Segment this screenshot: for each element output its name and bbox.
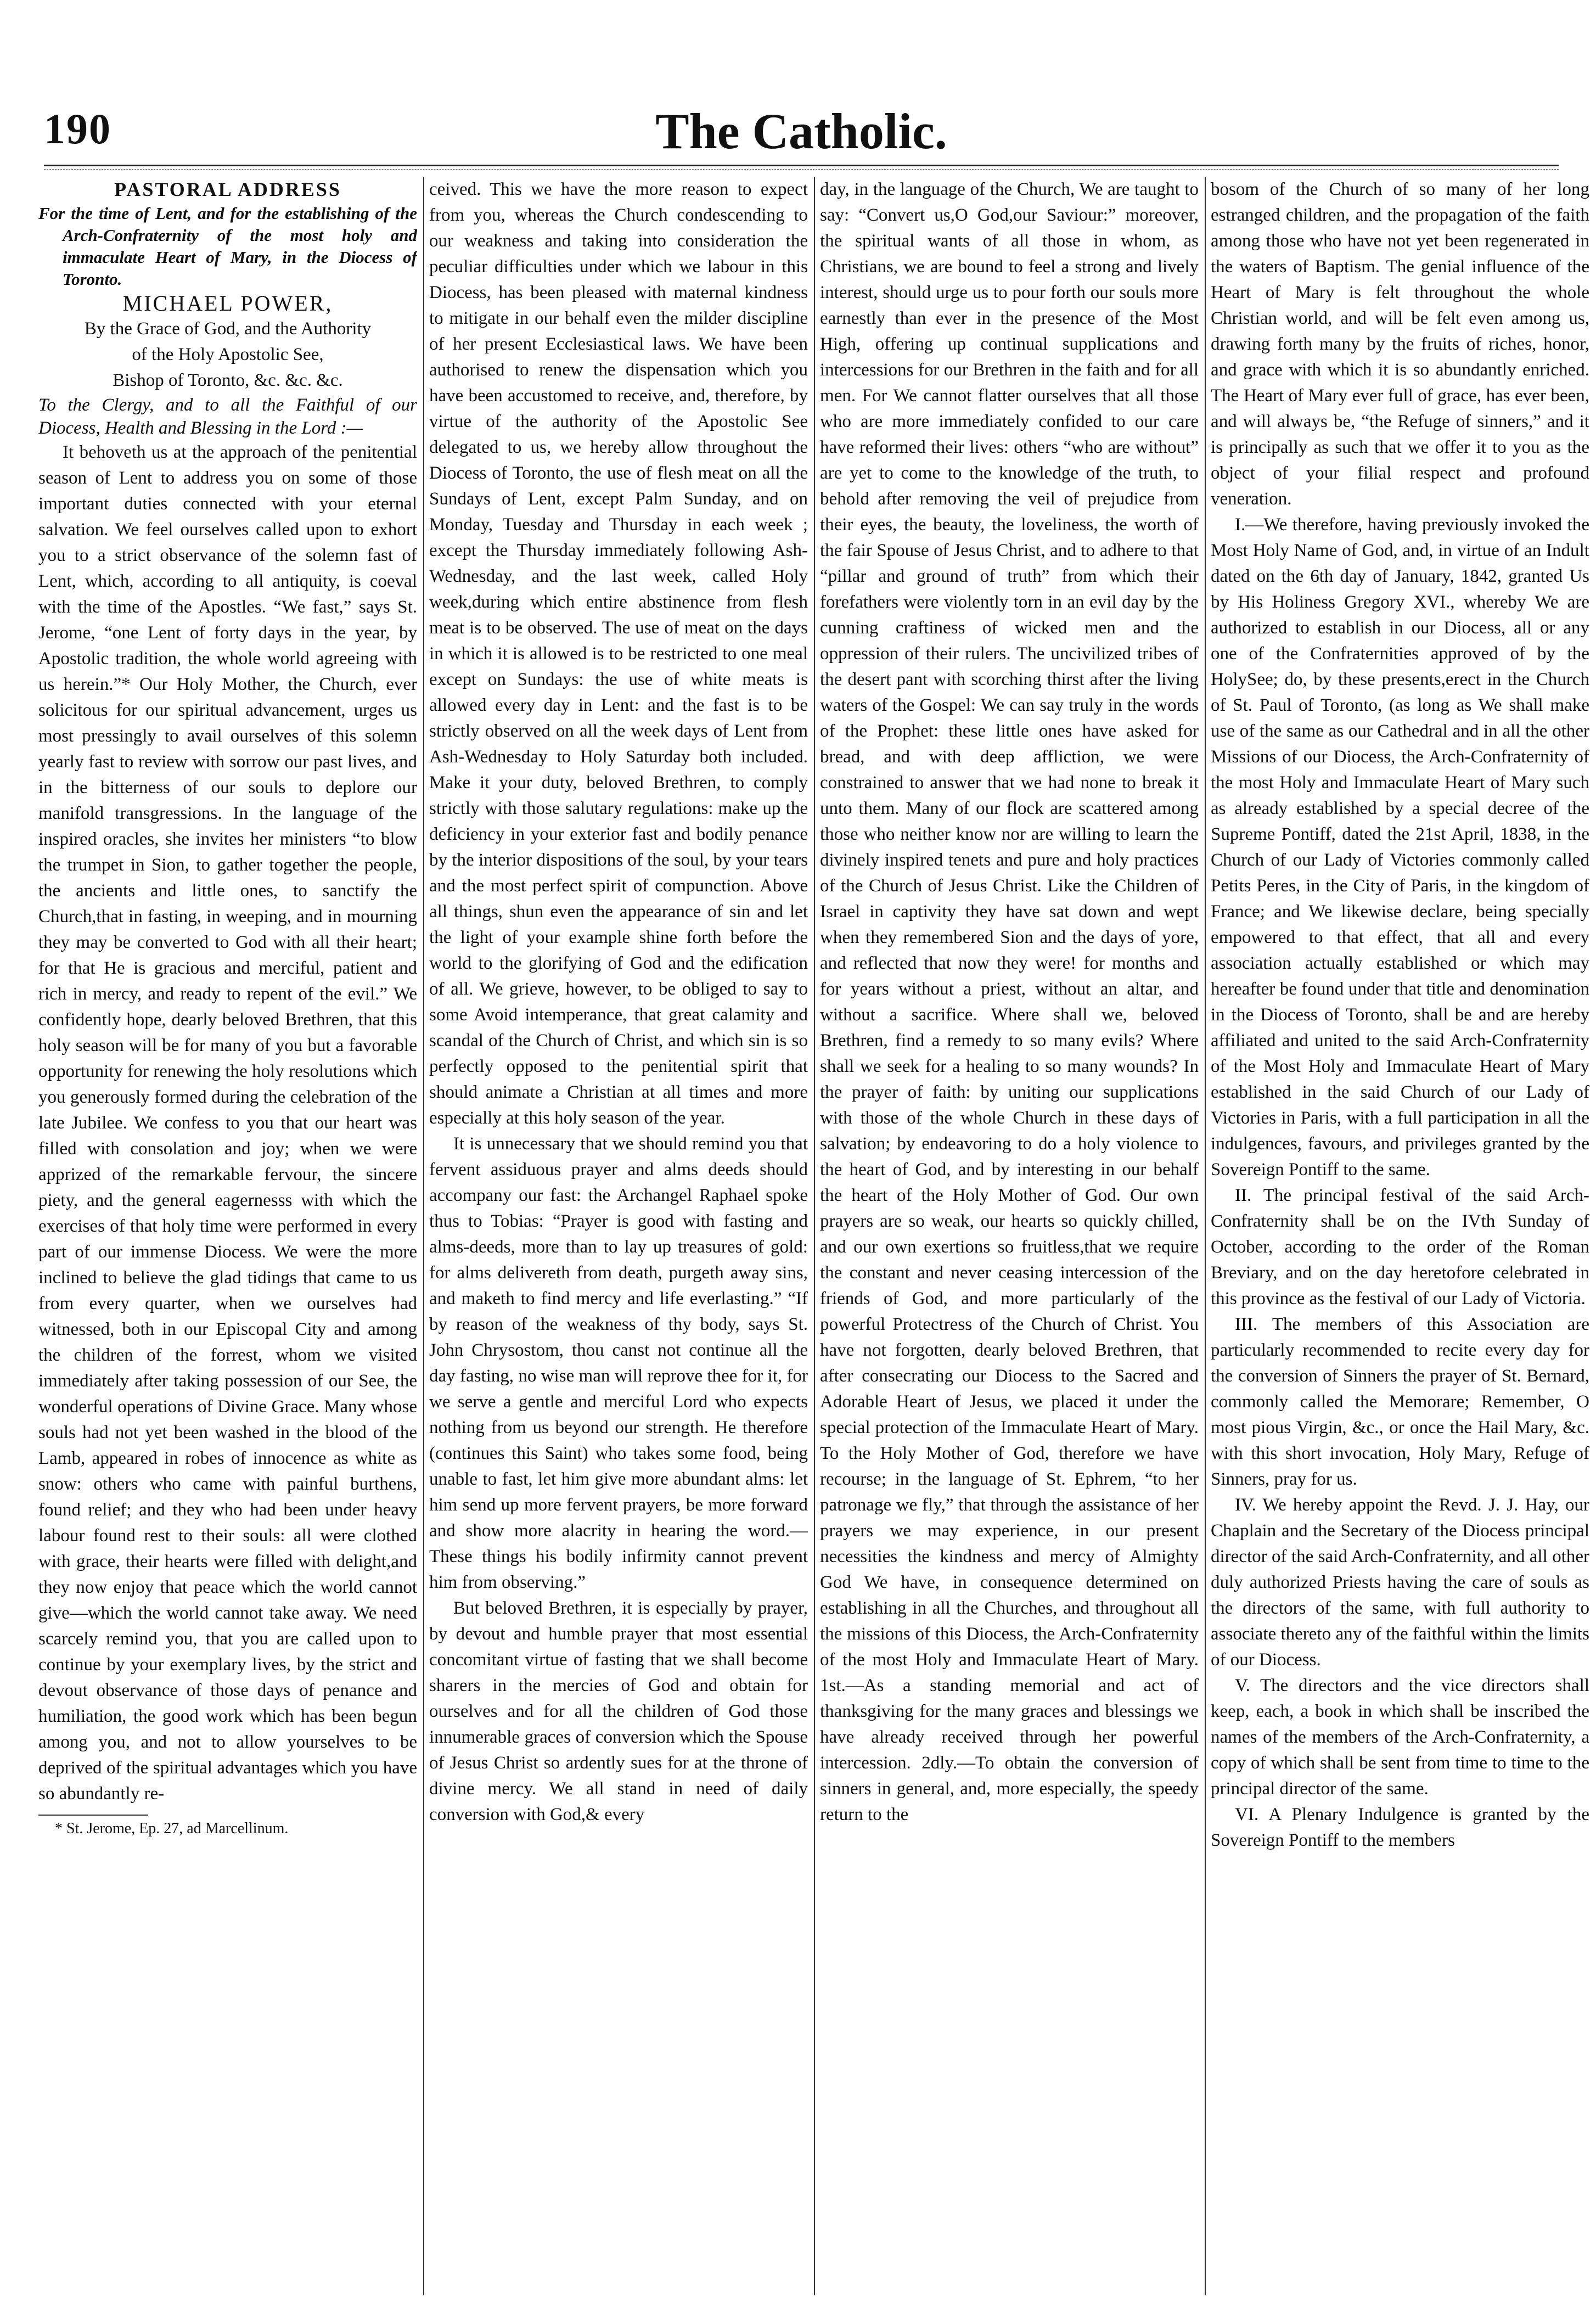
body-paragraph: I.—We therefore, having previously invoked the Most Holy Name of God, and, in virtue of an Indult dated on the 6th day of January, 1842, granted Us by His Holiness Gregory XVI., whereby We are authorized to establish in our Diocess, all or any one of the Confraternities approved of by the HolySee; do, by these presents,erect in the Church of St. Paul of Toronto, (as long as We shall make use of the same as our Cathedral and in all the other Missions of our Diocess, the Arch-Confraternity of the most Holy and Immaculate Heart of Mary such as already established by a special decree of the Supreme Pontiff, dated the 21st April, 1838, in the Church of our Lady of Victories commonly called Petits Peres, in the City of Paris, in the kingdom of France; and We likewise declare, being specially empowered to that effect, that all and every association actually established or which may hereafter be found under that title and denomination in the Diocess of Toronto, shall be and are hereby affiliated and united to the said Arch-Confraternity of the Most Holy and Immaculate Heart of Mary established in the said Church of our Lady of Victories in Paris, with a full participation in all the indulgences, favours, and privileges granted by the Sovereign Pontiff to the same. <box>1211 515 1589 1180</box>
masthead-title: The Catholic. <box>655 103 947 159</box>
column-4 <box>1211 177 1589 2295</box>
author-line: Bishop of Toronto, &c. &c. &c. <box>113 370 343 390</box>
salutation: To the Clergy, and to all the Faithful of our Diocess, Health and Blessing in the Lord :— <box>38 395 417 438</box>
body-paragraph: IV. We hereby appoint the Revd. J. J. Hay, our Chaplain and the Secretary of the Diocess principal director of the said Arch-Confraternity, and all other duly authorized Priests having the care of souls as the directors of the same, with full authority to associate thereto any of the faithful within the limits of our Diocess. <box>1211 1495 1589 1670</box>
footnote: * St. Jerome, Ep. 27, ad Marcellinum. <box>55 1820 289 1837</box>
article-subheading: For the time of Lent, and for the establishing of the Arch-Confraternity of the most holy and immaculate Heart of Mary, in the Diocess of Toronto. <box>38 204 417 289</box>
column-divider <box>423 177 424 2295</box>
body-paragraph: day, in the language of the Church, We are taught to say: “Convert us,O God,our Saviour:” moreover, the spiritual wants of all those in whom, as Christians, we are bound to feel a strong and lively interest, should urge us to pour forth our souls more earnestly than ever in the presence of the Most High, offering up continual supplications and intercessions for our Brethren in the faith and for all men. For We cannot flatter ourselves that all those who are more immediately confided to our care have reformed their lives: others “who are without” are yet to come to the knowledge of the truth, to behold after removing the veil of prejudice from their eyes, the beauty, the loveliness, the worth of the fair Spouse of Jesus Christ, and to adhere to that “pillar and ground of truth” from which their forefathers were violently torn in an evil day by the cunning craftiness of wicked men and the oppression of their rulers. The uncivilized tribes of the desert pant with scorching thirst after the living waters of the Gospel: We can say truly in the words of the Prophet: these little ones have asked for bread, and with deep affliction, we were constrained to answer that we had none to break it unto them. Many of our flock are scattered among those who neither know nor are willing to learn the divinely inspired tenets and pure and holy practices of the Church of Jesus Christ. Like the Children of Israel in captivity they have sat down and wept when they remembered Sion and the days of yore, and reflected that now they were! for months and for years without a priest, without an altar, and without a sacrifice. Where shall we, beloved Brethren, find a remedy to so many evils? Where shall we seek for a healing to so many wounds? In the prayer of faith: by uniting our supplications with those of the whole Church in these days of salvation; by endeavoring to do a holy violence to the heart of God, and by interesting in our behalf the heart of the Holy Mother of God. Our own prayers are so weak, our hearts so quickly chilled, and our own exertions so fruitless,that we require the constant and never ceasing intercession of the friends of God, and more particularly of the powerful Protectress of the Church of Christ. You have not forgotten, dearly beloved Brethren, that after consecrating our Diocess to the Sacred and Adorable Heart of Jesus, we placed it under the special protection of the Immaculate Heart of Mary. To the Holy Mother of God, therefore we have recourse; in the language of St. Ephrem, “to her patronage we fly,” that through the assistance of her prayers we may experience, in our present necessities the kindness and mercy of Almighty God We have, in consequence determined on establishing in all the Churches, and throughout all the missions of this Diocess, the Arch-Confraternity of the most Holy and Immaculate Heart of Mary. 1st.—As a standing memorial and act of thanksgiving for the many graces and blessings we have already received through her powerful intercession. 2dly.—To obtain the conversion of sinners in general, and, more especially, the speedy return to the <box>820 179 1199 1824</box>
author-line: By the Grace of God, and the Authority <box>84 319 372 339</box>
header-dashed-rule <box>44 169 1559 170</box>
body-paragraph: ceived. This we have the more reason to expect from you, whereas the Church condescending to our weakness and taking into consideration the peculiar difficulties under which we labour in this Diocess, has been pleased with maternal kindness to mitigate in our behalf even the milder discipline of her present Ecclesiastical laws. We have been authorised to renew the dispensation which you have been accustomed to receive, and, therefore, by virtue of the authority of the Apostolic See delegated to us, we hereby allow throughout the Diocess of Toronto, the use of flesh meat on all the Sundays of Lent, except Palm Sunday, and on Monday, Tuesday and Thursday in each week ; except the Thursday immediately following Ash-Wednesday, and the last week, called Holy week,during which entire abstinence from flesh meat is to be observed. The use of meat on the days in which it is allowed is to be restricted to one meal except on Sundays: the use of white meats is allowed every day in Lent: and the fast is to be strictly observed on all the week days of Lent from Ash-Wednesday to Holy Saturday both included. Make it your duty, beloved Brethren, to comply strictly with those salutary regulations: make up the deficiency in your exterior fast and bodily penance by the interior dispositions of the soul, by your tears and the most perfect spirit of compunction. Above all things, shun even the appearance of sin and let the light of your example shine forth before the world to the glorifying of God and the edification of all. We grieve, however, to be obliged to say to some Avoid intemperance, that great calamity and scandal of the Church of Christ, and which sin is so perfectly opposed to the penitential spirit that should animate a Christian at all times and more especially at this holy season of the year. <box>429 179 808 1128</box>
article-columns <box>38 177 1589 2295</box>
body-paragraph: V. The directors and the vice directors shall keep, each, a book in which shall be inscribed the names of the members of the Arch-Confraternity, a copy of which shall be sent from time to time to the principal director of the same. <box>1211 1676 1589 1799</box>
body-paragraph: It behoveth us at the approach of the penitential season of Lent to address you on some of those important duties connected with your eternal salvation. We feel ourselves called upon to exhort you to a strict observance of the solemn fast of Lent, which, according to all antiquity, is coeval with the time of the Apostles. “We fast,” says St. Jerome, “one Lent of forty days in the year, by Apostolic tradition, the whole world agreeing with us herein.”* Our Holy Mother, the Church, ever solicitous for our spiritual advancement, urges us most pressingly to avail ourselves of this solemn yearly fast to review with sorrow our past lives, and in the bitterness of our souls to deplore our manifold transgressions. In the language of the inspired oracles, she invites her ministers “to blow the trumpet in Sion, to gather together the people, the ancients and little ones, to sanctify the Church,that in fasting, in weeping, and in mourning they may be converted to God with all their heart; for that He is gracious and merciful, patient and rich in mercy, and ready to repent of the evil.” We confidently hope, dearly beloved Brethren, that this holy season will be for many of you but a favorable opportunity for renewing the holy resolutions which you generously formed during the celebration of the late Jubilee. We confess to you that our heart was filled with consolation and joy; when we were apprized of the remarkable fervour, the sincere piety, and the general eagernesss with which the exercises of that holy time were performed in every part of our immense Diocess. We were the more inclined to believe the glad tidings that came to us from every quarter, when we ourselves had witnessed, both in our Episcopal City and among the children of the forrest, whom we visited immediately after taking possession of our See, the wonderful operations of Divine Grace. Many whose souls had not yet been washed in the blood of the Lamb, appeared in robes of innocence as white as snow: others who came with painful burthens, found relief; and they who had been under heavy labour found rest to their souls: all were clothed with grace, their hearts were filled with delight,and they now enjoy that peace which the world cannot give—which the world cannot take away. We need scarcely remind you, that you are called upon to continue by your exemplary lives, by the strict and devout observance of those days of penance and humiliation, the good work which has been begun among you, and not to allow yourselves to be deprived of the spiritual advantages which you have so abundantly re- <box>38 442 417 1804</box>
body-paragraph: bosom of the Church of so many of her long estranged children, and the propagation of the faith among those who have not yet been regenerated in the waters of Baptism. The genial influence of the Heart of Mary is felt throughout the whole Christian world, and will be felt even among us, drawing forth many by the fruits of riches, honor, and grace with which it is so abundantly enriched. The Heart of Mary ever full of grace, has ever been, and will always be, “the Refuge of sinners,” and it is principally as such that we offer it to you as the object of your filial respect and profound veneration. <box>1211 179 1589 509</box>
column-1 <box>38 177 417 2295</box>
page-number: 190 <box>44 105 111 153</box>
header-rule <box>44 165 1559 166</box>
body-paragraph: But beloved Brethren, it is especially by prayer, by devout and humble prayer that most essential concomitant virtue of fasting that we shall become sharers in the mercies of God and obtain for ourselves and for all the children of God those innumerable graces of conversion which the Spouse of Jesus Christ so ardently sues for at the throne of divine mercy. We all stand in need of daily conversion with God,& every <box>429 1598 808 1824</box>
author-name: MICHAEL POWER, <box>122 291 333 316</box>
body-paragraph: II. The principal festival of the said Arch-Confraternity shall be on the IVth Sunday of October, according to the order of the Roman Breviary, and on the day heretofore celebrated in this province as the festival of our Lady of Victoria. <box>1211 1186 1589 1308</box>
column-divider <box>814 177 815 2295</box>
body-paragraph: III. The members of this Association are particularly recommended to recite every day for the conversion of Sinners the prayer of St. Bernard, commonly called the Memorare; Remember, O most pious Virgin, &c., or once the Hail Mary, &c. with this short invocation, Holy Mary, Refuge of Sinners, pray for us. <box>1211 1315 1589 1489</box>
column-2 <box>429 177 808 2295</box>
author-line: of the Holy Apostolic See, <box>132 345 324 364</box>
column-divider <box>1205 177 1206 2295</box>
body-paragraph: VI. A Plenary Indulgence is granted by the Sovereign Pontiff to the members <box>1211 1805 1589 1850</box>
article-heading: PASTORAL ADDRESS <box>114 178 341 200</box>
page-header <box>44 104 1559 165</box>
footnote-rule <box>38 1815 148 1816</box>
body-paragraph: It is unnecessary that we should remind you that fervent assiduous prayer and alms deeds should accompany our fast: the Archangel Raphael spoke thus to Tobias: “Prayer is good with fasting and alms-deeds, more than to lay up treasures of gold: for alms delivereth from death, purgeth away sins, and maketh to find mercy and life everlasting.” “If by reason of the weakness of thy body, says St. John Chrysostom, thou canst not continue all the day fasting, no wise man will reprove thee for it, for we serve a gentle and merciful Lord who expects nothing from us beyond our strength. He therefore (continues this Saint) who takes some food, being unable to fast, let him give more abundant alms: let him send up more fervent prayers, be more forward and show more alacrity in hearing the word.— These things his bodily infirmity cannot prevent him from observing.” <box>429 1134 808 1592</box>
column-3 <box>820 177 1199 2295</box>
